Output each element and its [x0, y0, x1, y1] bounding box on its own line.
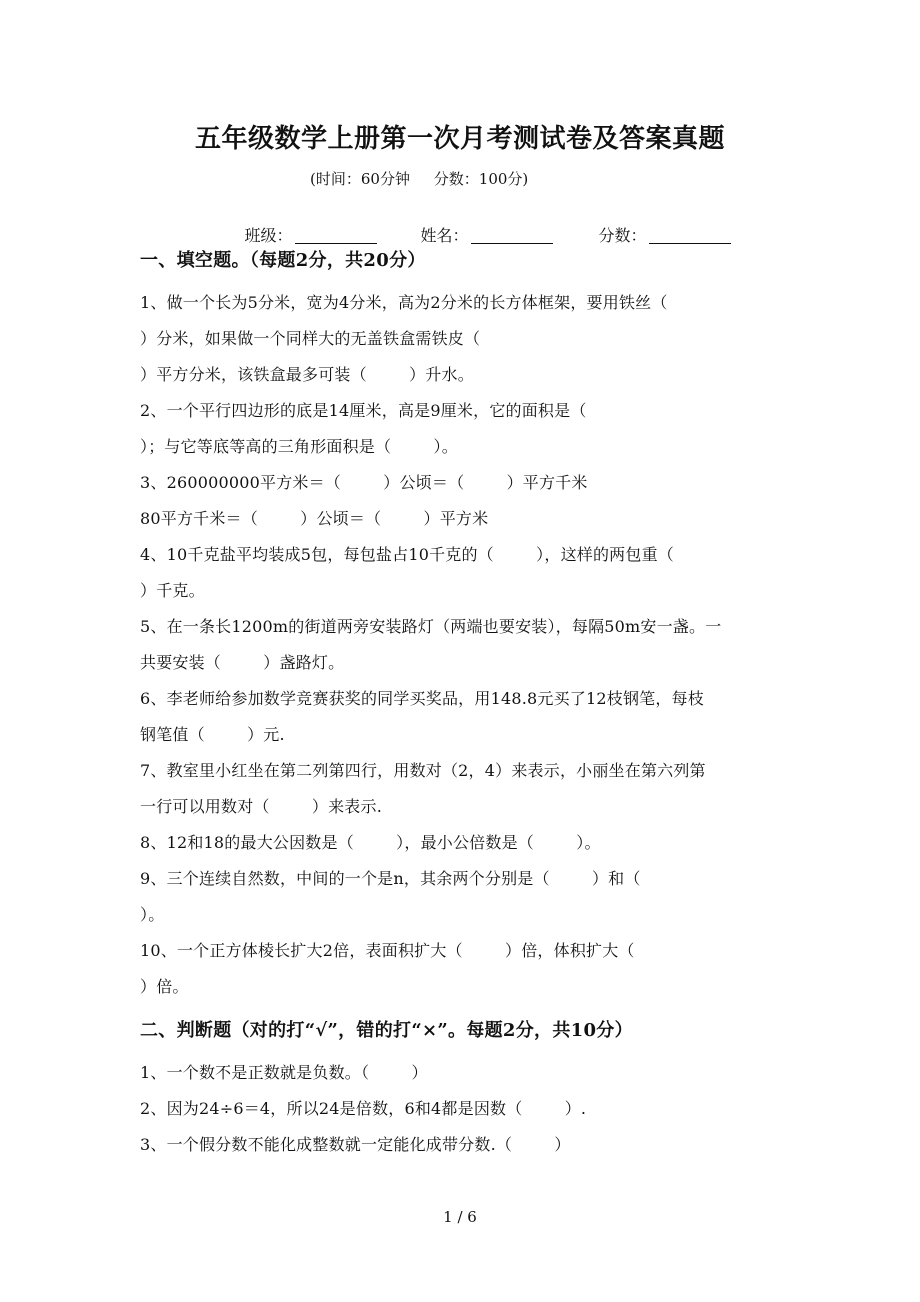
question-line: 2、因为24÷6＝4，所以24是倍数，6和4都是因数（ ）.	[140, 1099, 587, 1118]
question-line: 9、三个连续自然数，中间的一个是n，其余两个分别是（ ）和（	[140, 869, 641, 888]
question-line: ）。	[140, 905, 165, 924]
question-line: 钢笔值（ ）元.	[140, 725, 285, 744]
score-blank[interactable]	[649, 227, 731, 244]
student-info-row	[0, 204, 920, 245]
question-line: 2、一个平行四边形的底是14厘米，高是9厘米，它的面积是（	[140, 401, 587, 420]
score-label: 分数：	[598, 226, 647, 245]
question-line: 1、做一个长为5分米，宽为4分米，高为2分米的长方体框架，要用铁丝（	[140, 293, 668, 312]
question-line: ）分米，如果做一个同样大的无盖铁盒需铁皮（	[140, 329, 481, 348]
question-line: 10、一个正方体棱长扩大2倍，表面积扩大（ ）倍，体积扩大（	[140, 941, 635, 960]
section-2-heading: 二、判断题（对的打“√”，错的打“×”。每题2分，共10分）	[140, 1020, 633, 1041]
exam-subtitle: (时间：60分钟 分数：100分)	[310, 170, 529, 188]
question-line: 3、一个假分数不能化成整数就一定能化成带分数.（ ）	[140, 1135, 571, 1154]
question-line: 80平方千米＝（ ）公顷＝（ ）平方米	[140, 509, 489, 528]
class-label: 班级：	[244, 226, 293, 245]
question-line: 6、李老师给参加数学竞赛获奖的同学买奖品，用148.8元买了12枝钢笔，每枝	[140, 689, 704, 708]
question-line: ）倍。	[140, 977, 189, 996]
class-blank[interactable]	[295, 227, 377, 244]
exam-title: 五年级数学上册第一次月考测试卷及答案真题	[194, 124, 725, 154]
question-line: 7、教室里小红坐在第二列第四行，用数对（2，4）来表示，小丽坐在第六列第	[140, 761, 706, 780]
question-line: 8、12和18的最大公因数是（ ），最小公倍数是（ ）。	[140, 833, 601, 852]
question-line: 1、一个数不是正数就是负数。（ ）	[140, 1063, 428, 1082]
question-line: ）平方分米，该铁盒最多可装（ ）升水。	[140, 365, 474, 384]
question-line: ）千克。	[140, 581, 205, 600]
question-line: 4、10千克盐平均装成5包，每包盐占10千克的（ ），这样的两包重（	[140, 545, 674, 564]
name-blank[interactable]	[471, 227, 553, 244]
score-field	[568, 204, 731, 265]
question-line: ）；与它等底等高的三角形面积是（ ）。	[140, 437, 458, 456]
question-line: 3、260000000平方米＝（ ）公顷＝（ ）平方千米	[140, 473, 588, 492]
question-line: 5、在一条长1200m的街道两旁安装路灯（两端也要安装），每隔50m安一盏。一	[140, 617, 722, 636]
question-line: 共要安装（ ）盏路灯。	[140, 653, 345, 672]
name-label: 姓名：	[420, 226, 469, 245]
section-1-heading: 一、填空题。（每题2分，共20分）	[140, 250, 426, 271]
page-number: 1 / 6	[443, 1208, 477, 1226]
question-line: 一行可以用数对（ ）来表示.	[140, 797, 382, 816]
